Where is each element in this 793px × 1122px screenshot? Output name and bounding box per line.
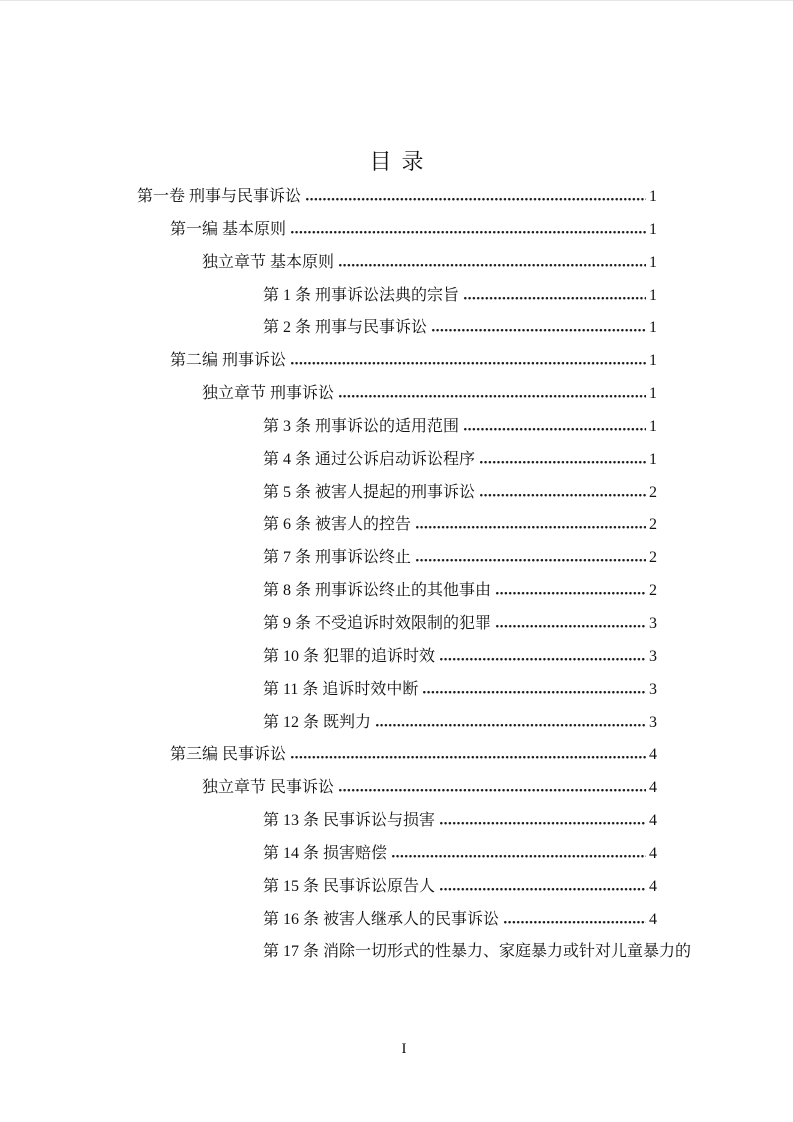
- toc-entry-page: 3: [649, 713, 657, 731]
- toc-entry-label: 第 15 条 民事诉讼原告人: [263, 877, 436, 895]
- toc-entry-page: 3: [649, 614, 657, 632]
- toc-entry-label: 第 9 条 不受追诉时效限制的犯罪: [263, 614, 492, 632]
- toc-entry[interactable]: [137, 641, 657, 674]
- toc-entry-label: 第一卷 刑事与民事诉讼: [137, 188, 302, 205]
- toc-entry-page: 1: [649, 188, 657, 205]
- toc-entry-page: 1: [649, 385, 657, 403]
- toc-entry-page: 2: [649, 549, 657, 567]
- dot-leader: [291, 230, 646, 234]
- dot-leader: [464, 427, 646, 431]
- dot-leader: [504, 920, 646, 924]
- toc-entry-page: 1: [649, 417, 657, 435]
- toc-entry-page: 1: [649, 352, 657, 370]
- toc-entry[interactable]: [137, 575, 657, 608]
- toc-entry-label: 独立章节 基本原则: [202, 253, 335, 271]
- dot-leader: [291, 361, 646, 365]
- toc-entry[interactable]: [137, 838, 657, 871]
- dot-leader: [339, 394, 646, 398]
- toc-entry-label: 第 6 条 被害人的控告: [263, 516, 412, 534]
- toc-entry[interactable]: [137, 411, 657, 444]
- toc-entry-label: 独立章节 民事诉讼: [202, 779, 335, 797]
- dot-leader: [416, 525, 646, 529]
- dot-leader: [392, 854, 646, 858]
- toc-entry-page: 1: [649, 319, 657, 337]
- toc-entry[interactable]: [137, 312, 657, 345]
- toc-entry-label: 第 16 条 被害人继承人的民事诉讼: [263, 910, 500, 928]
- toc-entry-label: 第 1 条 刑事诉讼法典的宗旨: [263, 286, 460, 304]
- toc-entry-label: 第 8 条 刑事诉讼终止的其他事由: [263, 582, 492, 600]
- dot-leader: [480, 493, 646, 497]
- dot-leader: [432, 328, 646, 332]
- toc-entry-page: 4: [649, 877, 657, 895]
- toc-entry-label: 第一编 基本原则: [170, 220, 287, 238]
- table-of-contents: [137, 181, 692, 969]
- toc-entry-page: 3: [649, 680, 657, 698]
- toc-entry[interactable]: [137, 444, 657, 477]
- toc-entry-label: 第 12 条 既判力: [263, 713, 372, 731]
- dot-leader: [339, 788, 646, 792]
- toc-entry-label: 第 11 条 追诉时效中断: [263, 680, 419, 698]
- toc-entry-label: 第 3 条 刑事诉讼的适用范围: [263, 417, 460, 435]
- toc-entry[interactable]: [137, 247, 657, 280]
- toc-entry[interactable]: [137, 345, 657, 378]
- toc-entry-label: 第 14 条 损害赔偿: [263, 844, 388, 862]
- toc-entry[interactable]: [137, 871, 657, 904]
- toc-entry-page: 2: [649, 516, 657, 534]
- toc-entry-page: 4: [649, 844, 657, 862]
- toc-entry[interactable]: [137, 181, 657, 214]
- toc-entry[interactable]: [137, 542, 657, 575]
- toc-entry[interactable]: [137, 805, 657, 838]
- toc-entry-label: 第 7 条 刑事诉讼终止: [263, 549, 412, 567]
- toc-entry[interactable]: [137, 477, 657, 510]
- toc-entry[interactable]: [137, 608, 657, 641]
- toc-entry-page: 4: [649, 812, 657, 830]
- toc-entry-page: 4: [649, 910, 657, 928]
- toc-entry-label: 第 4 条 通过公诉启动诉讼程序: [263, 450, 476, 468]
- dot-leader: [464, 296, 646, 300]
- dot-leader: [440, 821, 646, 825]
- toc-entry-page: 1: [649, 253, 657, 271]
- toc-entry[interactable]: [137, 378, 657, 411]
- dot-leader: [416, 558, 646, 562]
- toc-entry-label: 第 2 条 刑事与民事诉讼: [263, 319, 428, 337]
- toc-entry[interactable]: [137, 904, 657, 937]
- dot-leader: [306, 197, 646, 201]
- toc-entry-page: 1: [649, 450, 657, 468]
- toc-entry[interactable]: [137, 936, 692, 969]
- toc-entry[interactable]: [137, 739, 657, 772]
- dot-leader: [423, 690, 646, 694]
- dot-leader: [496, 591, 646, 595]
- dot-leader: [496, 624, 646, 628]
- page-number-footer: I: [401, 1041, 407, 1057]
- toc-entry-page: 4: [649, 746, 657, 764]
- dot-leader: [480, 460, 646, 464]
- toc-entry[interactable]: [137, 674, 657, 707]
- toc-entry-page: 1: [649, 220, 657, 238]
- toc-entry-label: 第 5 条 被害人提起的刑事诉讼: [263, 483, 476, 501]
- dot-leader: [291, 755, 646, 759]
- toc-entry-page: 2: [649, 582, 657, 600]
- dot-leader: [440, 657, 646, 661]
- toc-entry-label: 独立章节 刑事诉讼: [202, 385, 335, 403]
- toc-entry-page: 3: [649, 647, 657, 665]
- toc-entry-label: 第二编 刑事诉讼: [170, 352, 287, 370]
- toc-entry-page: 4: [649, 779, 657, 797]
- toc-entry[interactable]: [137, 707, 657, 740]
- toc-entry-page: 1: [649, 286, 657, 304]
- toc-title: 目录: [369, 149, 434, 174]
- toc-entry-label: 第 13 条 民事诉讼与损害: [263, 812, 436, 830]
- toc-entry[interactable]: [137, 772, 657, 805]
- toc-entry[interactable]: [137, 214, 657, 247]
- dot-leader: [440, 887, 646, 891]
- toc-entry[interactable]: [137, 280, 657, 313]
- toc-entry-page: 2: [649, 483, 657, 501]
- dot-leader: [376, 723, 646, 727]
- toc-entry-label: 第 10 条 犯罪的追诉时效: [263, 647, 436, 665]
- dot-leader: [339, 263, 646, 267]
- toc-entry-label: 第 17 条 消除一切形式的性暴力、家庭暴力或针对儿童暴力的: [263, 943, 692, 961]
- toc-entry-label: 第三编 民事诉讼: [170, 746, 287, 764]
- toc-entry[interactable]: [137, 509, 657, 542]
